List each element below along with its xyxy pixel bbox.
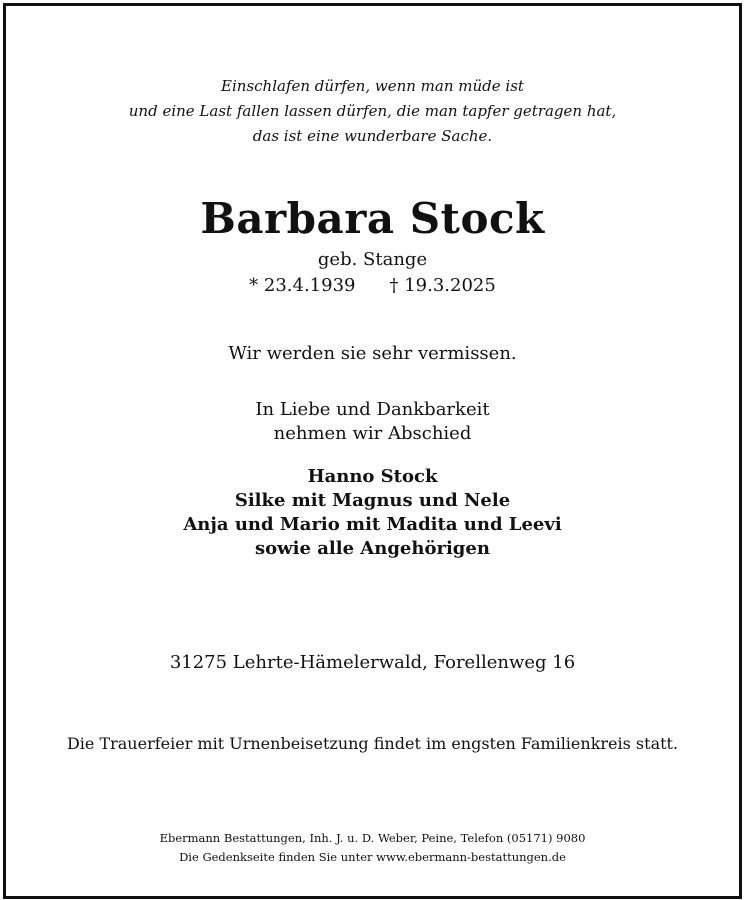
birth-date: * 23.4.1939 xyxy=(249,275,356,296)
mourner-line: Hanno Stock xyxy=(307,466,438,487)
poem-line: Einschlafen dürfen, wenn man müde ist xyxy=(221,77,524,95)
deceased-name: Barbara Stock xyxy=(200,194,545,243)
poem-line: und eine Last fallen lassen dürfen, die man tapfer getragen hat, xyxy=(128,102,617,120)
farewell-text xyxy=(6,398,739,446)
birth-name: geb. Stange xyxy=(317,249,428,270)
memorial-message: Wir werden sie sehr vermissen. xyxy=(228,343,517,364)
mourner-line: Silke mit Magnus und Nele xyxy=(234,490,511,511)
mourners-list xyxy=(6,465,739,561)
farewell-line: nehmen wir Abschied xyxy=(273,423,472,444)
poem xyxy=(6,74,739,149)
mourner-line: sowie alle Angehörigen xyxy=(255,538,490,559)
footer-line: Die Gedenkseite finden Sie unter www.ebermann-bestattungen.de xyxy=(179,850,566,864)
mourner-line: Anja und Mario mit Madita und Leevi xyxy=(183,514,562,535)
poem-line: das ist eine wunderbare Sache. xyxy=(252,127,493,145)
farewell-line: In Liebe und Dankbarkeit xyxy=(255,399,490,420)
obituary-frame xyxy=(3,3,742,899)
funeral-home-footer xyxy=(6,829,739,867)
family-address: 31275 Lehrte-Hämelerwald, Forellenweg 16 xyxy=(169,652,576,673)
footer-line: Ebermann Bestattungen, Inh. J. u. D. Weber, Peine, Telefon (05171) 9080 xyxy=(159,831,586,845)
ceremony-notice: Die Trauerfeier mit Urnenbeisetzung findet im engsten Familienkreis statt. xyxy=(66,734,679,753)
death-date: † 19.3.2025 xyxy=(389,275,496,296)
life-dates xyxy=(6,274,739,298)
